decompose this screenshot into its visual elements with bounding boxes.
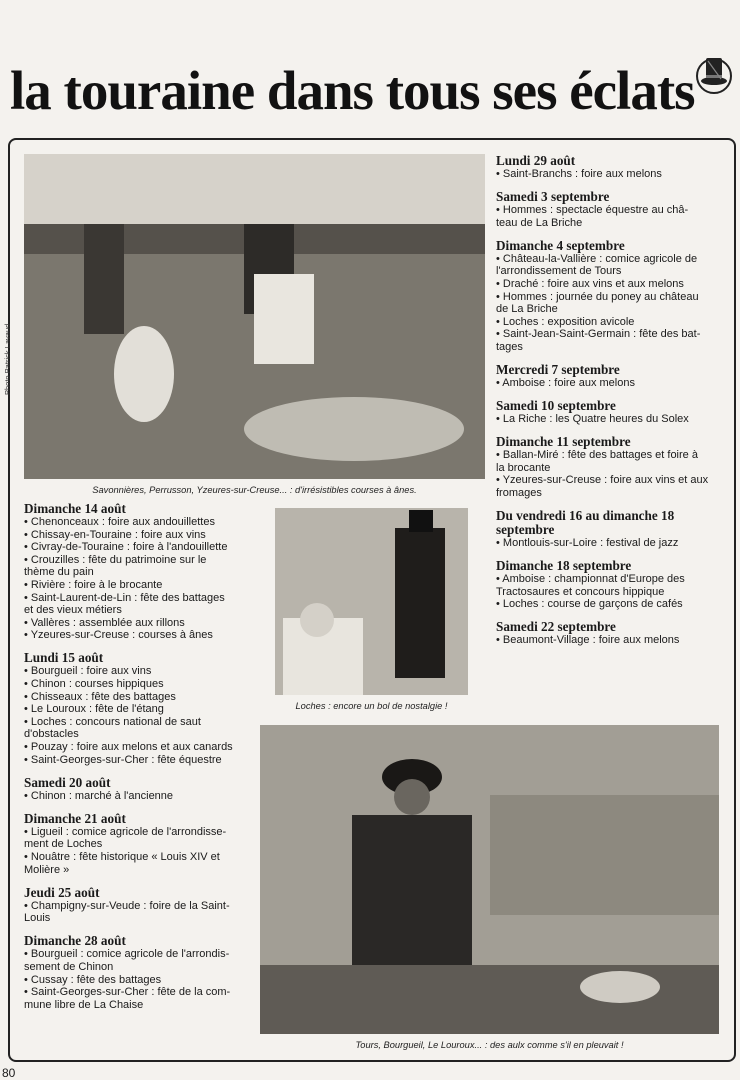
event-item: Molière » <box>24 863 70 876</box>
event-item: fromages <box>496 487 542 499</box>
event-item: • Amboise : championnat d'Europe des <box>496 573 685 586</box>
event-item: • Loches : course de garçons de cafés <box>496 598 683 611</box>
event-date: Jeudi 25 août <box>24 884 100 900</box>
event-date: Samedi 20 août <box>24 774 111 790</box>
event-block <box>24 934 264 1011</box>
event-item: • Saint-Georges-sur-Cher : fête équestre <box>24 753 222 766</box>
event-block <box>24 812 264 876</box>
event-date: Lundi 29 août <box>496 153 576 168</box>
event-block <box>24 886 264 925</box>
event-item: • Le Louroux : fête de l'étang <box>24 703 164 716</box>
event-block <box>496 620 726 647</box>
photo-garlic-market <box>260 725 719 1034</box>
event-block <box>496 190 726 229</box>
event-item: • Montlouis-sur-Loire : festival de jazz <box>496 537 679 550</box>
event-item: Tractosaures et concours hippique <box>496 585 665 598</box>
event-item: tages <box>496 340 523 353</box>
event-item: thème du pain <box>24 566 94 579</box>
event-item: • Cussay : fête des battages <box>24 973 162 986</box>
event-date: Mercredi 7 septembre <box>496 362 620 378</box>
event-item: de La Briche <box>496 303 558 316</box>
event-item: • La Riche : les Quatre heures du Solex <box>496 413 689 426</box>
event-block <box>496 363 726 390</box>
event-item: d'obstacles <box>24 728 79 741</box>
event-item: • Champigny-sur-Veude : foire de la Saint- <box>24 899 230 912</box>
caption-donkey-race: Savonnières, Perrusson, Yzeures-sur-Creuse... : d'irrésistibles courses à ânes. <box>92 485 417 495</box>
page-title: la touraine dans tous ses éclats <box>10 60 695 121</box>
event-item: • Ligueil : comice agricole de l'arrondisse- <box>24 825 227 838</box>
caption-loches: Loches : encore un bol de nostalgie ! <box>295 701 448 711</box>
event-item: • Bourgueil : foire aux vins <box>24 665 152 678</box>
event-block <box>496 154 726 181</box>
event-date: Samedi 3 septembre <box>496 189 610 205</box>
event-item: • Pouzay : foire aux melons et aux canards <box>24 741 233 753</box>
event-date: Samedi 22 septembre <box>496 619 616 635</box>
photo-credit: Photo Patrick Lavaud <box>3 323 12 395</box>
event-item: teau de La Briche <box>496 216 583 229</box>
photo-donkey-race <box>24 154 485 479</box>
event-date: Lundi 15 août <box>24 650 104 666</box>
event-item: • Draché : foire aux vins et aux melons <box>496 277 684 290</box>
event-item: • Chissay-en-Touraine : foire aux vins <box>24 528 206 541</box>
event-item: • Chisseaux : fête des battages <box>24 690 176 703</box>
event-block <box>24 776 264 803</box>
event-item: sement de Chinon <box>24 960 114 973</box>
top-hat-icon <box>694 52 734 96</box>
event-block <box>496 559 726 611</box>
event-item: • Saint-Branchs : foire aux melons <box>496 168 662 180</box>
event-item: • Saint-Laurent-de-Lin : fête des battages <box>24 591 225 604</box>
event-block <box>24 502 264 642</box>
event-item: • Civray-de-Touraine : foire à l'andouillette <box>24 541 228 554</box>
event-item: • Beaumont-Village : foire aux melons <box>496 634 680 647</box>
event-block <box>496 509 726 550</box>
event-item: • Saint-Georges-sur-Cher : fête de la com- <box>24 986 231 999</box>
event-item: • Hommes : spectacle équestre au châ- <box>496 204 689 217</box>
event-date: Dimanche 14 août <box>24 501 126 516</box>
event-item: • Chenonceaux : foire aux andouillettes <box>24 516 215 528</box>
event-item: • Nouâtre : fête historique « Louis XIV et <box>24 850 220 863</box>
event-item: • Chinon : marché à l'ancienne <box>24 789 174 802</box>
event-item: mune libre de La Chaise <box>24 998 144 1011</box>
event-item: l'arrondissement de Tours <box>496 265 622 278</box>
photo-loches <box>275 508 468 695</box>
events-right-column <box>496 154 726 657</box>
event-item: • Loches : concours national de saut <box>24 715 201 728</box>
event-item: Louis <box>24 912 51 925</box>
event-item: • Bourgueil : comice agricole de l'arrondis- <box>24 948 230 961</box>
event-item: • Rivière : foire à le brocante <box>24 578 163 591</box>
event-date: Dimanche 4 septembre <box>496 237 625 253</box>
event-date: Samedi 10 septembre <box>496 398 616 414</box>
event-item: • Hommes : journée du poney au château <box>496 290 699 303</box>
event-date: Dimanche 18 septembre <box>496 558 632 574</box>
event-item: la brocante <box>496 461 551 474</box>
event-item: • Vallères : assemblée aux rillons <box>24 616 185 629</box>
event-item: ment de Loches <box>24 838 103 851</box>
event-item: • Amboise : foire aux melons <box>496 377 635 390</box>
event-item: • Ballan-Miré : fête des battages et foire à <box>496 449 698 462</box>
event-date: Du vendredi 16 au dimanche 18 septembre <box>496 508 675 538</box>
event-item: • Château-la-Vallière : comice agricole de <box>496 252 698 265</box>
event-block <box>496 435 726 499</box>
event-item: • Saint-Jean-Saint-Germain : fête des bat- <box>496 328 701 341</box>
event-date: Dimanche 21 août <box>24 810 126 826</box>
event-item: • Loches : exposition avicole <box>496 315 635 328</box>
events-left-column <box>24 502 264 1021</box>
event-date: Dimanche 28 août <box>24 933 126 949</box>
caption-garlic-market: Tours, Bourgueil, Le Louroux... : des aulx comme s'il en pleuvait ! <box>355 1040 624 1050</box>
event-item: • Yzeures-sur-Creuse : foire aux vins et aux <box>496 474 709 487</box>
event-item: • Chinon : courses hippiques <box>24 678 164 691</box>
event-block <box>496 399 726 426</box>
event-block <box>496 239 726 354</box>
event-item: • Yzeures-sur-Creuse : courses à ânes <box>24 629 213 642</box>
page-number: 80 <box>2 1066 16 1080</box>
event-date: Dimanche 11 septembre <box>496 434 631 450</box>
event-item: et des vieux métiers <box>24 604 122 617</box>
event-item: • Crouzilles : fête du patrimoine sur le <box>24 553 207 566</box>
event-block <box>24 651 264 766</box>
